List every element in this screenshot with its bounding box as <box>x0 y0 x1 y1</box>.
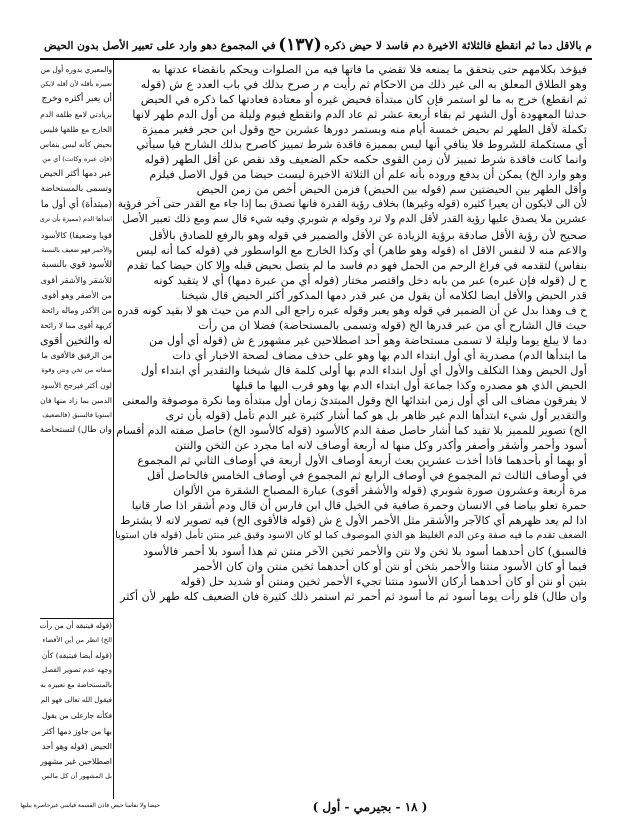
side-text-line: من الأصفر وهو أقوى <box>41 289 112 300</box>
main-text-line: فيؤخذ بكلامهم حتى يتحقق ما يمنعه فلا تقضي ما فاتها فيه من الصلوات ويحكم بانقضاء عدتها به <box>151 63 587 76</box>
side-text-line: للأسود قوي بالنسبة <box>41 259 112 270</box>
side-note-line: (قوله فيتبقه أن من رأت <box>40 621 112 631</box>
side-note-line: الخ) انظر من أين الأقضاء <box>42 636 112 645</box>
main-text-line: الضعف تقدم ما فيه صفة وعن الدم الغليظ هو الذي الموصوف كما لو كان الاسود وقيق غير منتن تأمل (قوله فان استويا <box>115 530 587 542</box>
header-right-text: م بالاقل دما ثم انقطع فالثلاثة الاخيرة دم فاسد لا حيض ذكره <box>324 38 592 52</box>
side-text-line: والمعبري بدوره أول من <box>40 65 112 74</box>
side-text-line: كريهة أقوى مما لا رائحة <box>40 320 112 330</box>
side-text-line: وان طال) لتستحاضة <box>40 425 112 436</box>
header-left-text: في المجموع دهو وارد على تعبير الأصل بدون الحيض <box>44 38 276 52</box>
main-text-line: ما ابتدأها الدم) مصدرية أي أول ابتداء الدم بها وهو على حذف مضاف لصحة الاخبار أي ذات <box>172 348 587 362</box>
side-text-line: والأحمر فهو ضعيف بالنسبة <box>41 245 112 254</box>
main-text-line: لا يفرقون مضاف الى أي أول زمن ابتدائها الخ وقول المبتدئ زمان أول مبتدأة وما نكرة موصوفة والمعنى <box>122 394 587 408</box>
main-text-line: ثم انقطع) خرج به ما لو استمر فإن كان مبتدأة فحيض غيره أو معتادة فعادتها كما ذكره في الحيض <box>140 93 587 107</box>
main-text-line: لأن الى لايكون أن يعيرا كثيره (قوله وغيرها) بخلاف رؤية القدرة فانها تصدق بما إذا جاء مع القدر حتى آخر فرؤية <box>117 198 587 211</box>
main-text-line: بنفاس) لتقدمه في فراغ الرحم من الحمل فهو دم فاسد ما لم يتصل بحيض قبله وإلا كان حيضا كما تقدم <box>126 258 587 272</box>
main-text-column <box>115 62 587 747</box>
catchword: حيضا ولا نفاسا حيض فاذن القسمة قياسي غيرحاصرة بيليها <box>20 803 160 809</box>
main-text-line: حيث قال الشارح أي من عبر قدرها الخ (قوله وتسمى بالمستحاضة) فضلا ان من رأت <box>198 318 587 332</box>
main-text-line: بتين أو نتن أو كان أحدهما أركان الأسود منتنا تجيء الأحمر ثخين ومنتن أو شديد حل (قوله <box>180 574 587 588</box>
main-text-line: صحيح لأن رؤية الأقل صادقة برؤية الزيادة عن الأقل والضمير في قوله وهو بالرفع للصادق بالأقل <box>148 228 587 242</box>
side-note-line: فيقول الله تعالى فهو الم <box>40 696 112 705</box>
side-text-line: الدمين بما زاد منها فان <box>40 396 112 406</box>
side-text-line: عبر دمها أكثر الحيض <box>40 169 112 180</box>
main-text-line: في أوصاف الثالث ثم المجموع في أوصاف الرابع ثم المجموع في أوصاف الخامس فالحاصل أقل <box>147 469 587 483</box>
main-text-line: وهو وارد الخ) يمكن أن يدفع وروده بأنه علم أن الثلاثة الاخيرة ليست حيضا من قول الاصل فيلزم <box>149 168 587 182</box>
side-text-line: ابتدأها الدم (مميزة بأن ترى <box>40 215 112 224</box>
side-text-line: صفاته من ثخن ونتن وقوة <box>41 365 112 374</box>
main-text-line: أسود وأحمر وأشقر وأصفر وأكدر وكل منها له أربعة أوصاف لانه اما مجرد عن الثخن والنتن <box>174 439 587 453</box>
side-note-line: وجهه عدم تصوير الفصل <box>42 666 112 675</box>
page-header <box>44 32 592 58</box>
main-text-line: حدثنا المعهودة أول الشهر ثم بقاء أربعة عشر ثم عاد الدم وانقطع فيوم وليلة من أول الدم طهر لانها <box>132 108 587 122</box>
main-text-line: تكملة لأقل الطهر ثم بحيض خمسة أيام منه وبستمر دورها عشرين حج وقول ابن حجر فغير مميزة <box>142 123 587 137</box>
header-rule <box>40 58 592 60</box>
page-number: (١٣٧) <box>278 35 322 55</box>
side-text-line: للأشقر والأشقر أقوى <box>40 274 112 285</box>
side-text-line: أن يعبر أكثره وخرج <box>41 94 112 105</box>
main-text-line: أي مستكملة للشروط فلا ينافي أنها ليس بمميزة فاقدة شرط تمييز كاصرح بذلك الشارح فيا سيأتي <box>136 138 587 152</box>
side-text-line: من الأكدر وماله رائحة <box>41 305 112 315</box>
side-note-line: (قوله أيضا فيتبقه) كأن <box>41 651 112 661</box>
side-note-line: بها من جاوز دمها أكثر <box>42 726 112 736</box>
column-divider <box>113 59 114 799</box>
main-text-line: قدر الحيض والأقل ايضا لكلامه أن يقول من عبر قدر دمها المذكور أكثر الحيض قال شيخنا <box>181 288 587 302</box>
main-text-line: فالسبق) كان أحدهما أسود بلا ثخن ولا نتن والأحمر ثخين الآخر منتن ثم هذا أسود بلا أحمر فالأسود <box>143 544 587 558</box>
side-text-line: بزيادتي لامع طلقه الدم <box>40 110 112 120</box>
main-text-line: دما لا يبلغ يوما وليلة لا تسمى مستحاضة وهو أحد اصطلاحين غير مشهور ع ش (قوله أي أول من <box>148 333 587 347</box>
side-note-line: بل المشهور أن كل مالس <box>41 771 112 780</box>
main-text-line: وأقل الطهر بين الحيضتين سم (قوله بين الحيض) فزمن الحيض أخص من زمن الحيض <box>196 183 587 197</box>
signature-mark: ( ١٨ - بجيرمي - أول ) <box>312 800 428 814</box>
side-text-line: وتسمى بالمستحاضة <box>40 184 112 195</box>
main-text-line: عشرين ملا يصدق عليها رؤية القدر لأقل الدم ولا ترد وقوله م شوبري وفيه شيء قال سم ومع ذلك تعبير الأصل <box>122 213 587 226</box>
main-text-line: ح ل (قوله فإن عبره) عبر من بابه دخل واقتصر مختار (قوله أي من عبرة دمها) أي لا يتقيد كونه <box>153 273 587 287</box>
side-text-line: تعبيره بأقله لأن أقله لايكن <box>40 80 112 89</box>
side-note-line: بالمستحاضة مع تعبيره به <box>40 681 112 690</box>
side-text-line: (فإن عبره وكانت) أي من <box>42 155 112 164</box>
side-text-line: له والثخين أقوى <box>40 333 112 347</box>
main-text-line: أو بهما أو بأحدهما فاذا أخذت عشرين بعث أربعة أوصاف الأول أربعة في أوصاف الثاني ثم المجموع <box>137 454 587 468</box>
main-text-line: وانما كانت فاقدة شرط تمييز لأن زمن القوى حكمه حكم الضعيف وقد نقص عن أقل الطهر (قوله <box>144 153 587 167</box>
main-text-line: أول الحيض وهذا التكلف والأول أي أول ابتداء الدم بها أولى كلمة قال شيخنا والتقدير أي ابتداء أول <box>140 363 587 377</box>
side-text-line: الخارج مع طلقها فليس <box>40 125 112 135</box>
side-note-line: اصطلاحين غير مشهور <box>40 756 112 766</box>
main-text-line: والاعم منه لا لنفس الاقل اه (قوله وهو طاهر) أي وكذا الخارج مع الواسطور في (قوله كما أنه ليس <box>136 243 587 257</box>
side-text-line: من الرقيق فالأقوى ما <box>41 350 112 360</box>
side-text-line: لون أكثر فيرجح الأسود <box>40 380 112 390</box>
side-text-column <box>40 62 112 797</box>
main-text-line: والتقدير أول شيء ابتدأها الدم غير ظاهر بل هو كما أشار كثيرة غير الدم تأمل (قوله بأن ترى <box>165 409 587 423</box>
main-text-line: الحيض الذي هو مصدره وكذا جماعة أول ابتداء الدم بها وهو قرب اليها ما قبلها <box>232 378 587 392</box>
side-spacer <box>40 438 112 618</box>
main-text-line: الخ) تصوير للمميز بلا تقيد كما أشار حاصل صفة الدم كالأسود (قوله كالأسود الخ) حاصل صفته الدم أقسام <box>116 424 587 438</box>
side-text-line: قويا وضعيفا) كالأسود <box>40 229 112 240</box>
side-text-line: (مبتدأة) أي أول ما <box>40 199 112 211</box>
main-text-line: وان طال) فلو رأت يوما أسود ثم ما أسود ثم أحمر ثم استمر ذلك كثيرة فان الضعيف كله طهر لأن أكثر <box>120 589 587 603</box>
main-text-line: اذا لم يعد ظهرهم أي كالآجر والأشقر مثل الأحمر الأول ع ش (قوله فالأقوى الخ) فيه تصوير لانه لا يشترط <box>120 514 587 528</box>
side-note-line: فكأنه جارعلى من يقول <box>41 711 112 721</box>
main-text-line: حمرة تعلو بياضا في الانسان وحمرة صافية في الخيل قال ابن فارس أن قال ودم أشقر اذا صار قانيا <box>131 499 587 513</box>
side-text-line: استويا فالسبق (فالضعيف <box>42 411 112 420</box>
main-text-line: وهو الطلاق المعلق به الى غير ذلك من الاحكام ثم رأيت م ر صرح بذلك في باب العدد ع ش (قوله <box>140 78 587 92</box>
main-text-line: مرة أربعة وعشرون صورة شوبري (قوله والأشقر أقوى) عبارة المصباح الشقرة من الألوان <box>173 484 587 498</box>
main-text-line: ح ف وهذا بدل عن أن الضمير في قوله وهو يعبر وقوله عبره راجع الى الدم من حيث هو لا بقيد كونه قدره <box>117 303 587 317</box>
main-text-line: فيما أو كان الأسود منتنا والأحمر بثخن أو نتن أو كان أحدهما ثخين منتن وان كان الأحمر <box>193 559 587 573</box>
side-text-line: بحيض كأنه ليس بنفاس <box>40 140 112 150</box>
side-note-line: الحيض (قوله وهو أحد <box>41 741 112 751</box>
